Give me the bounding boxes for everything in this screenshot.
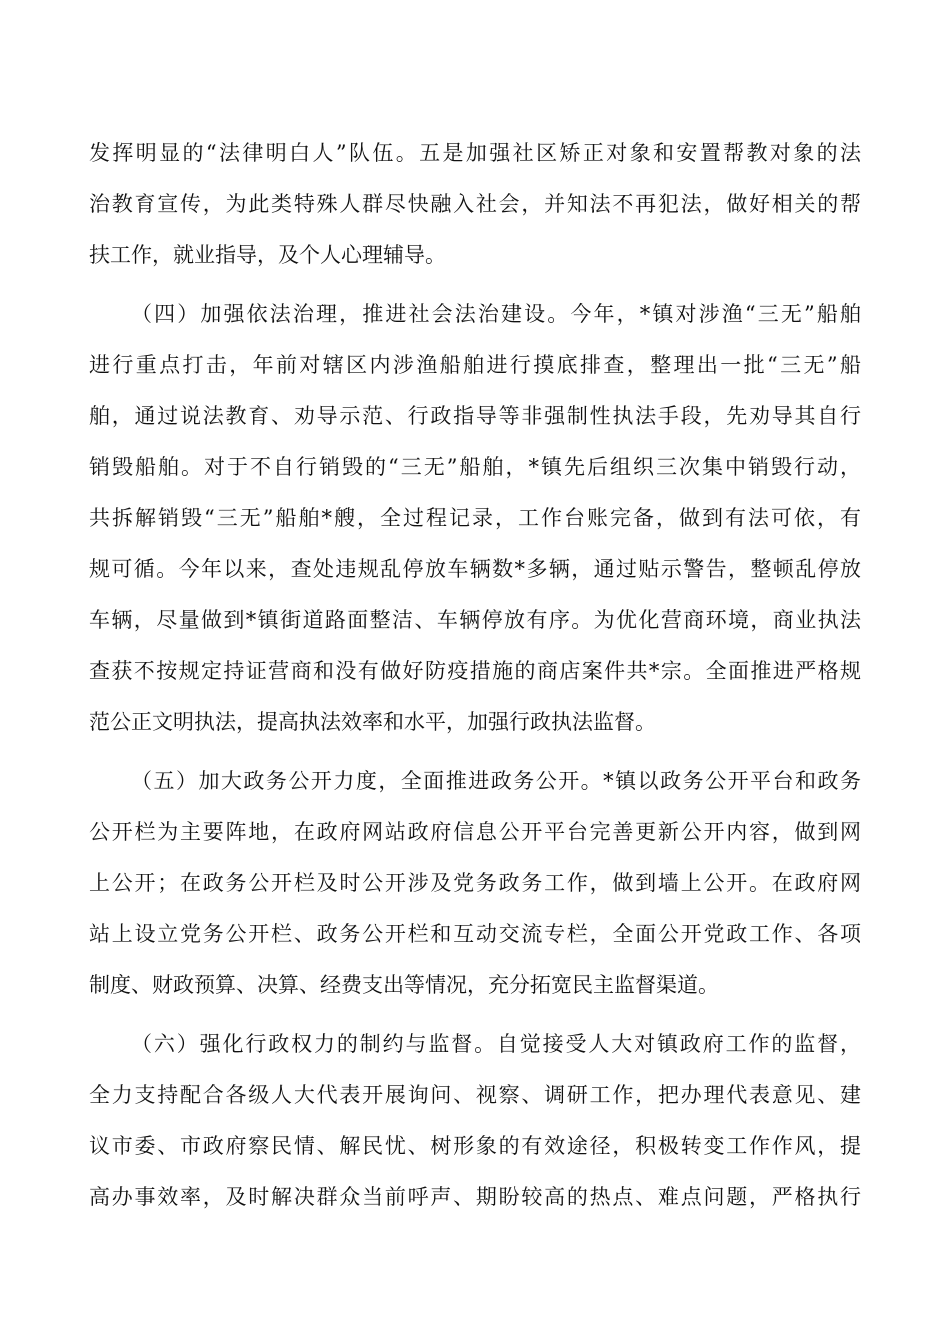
text-line: 治教育宣传，为此类特殊人群尽快融入社会，并知法不再犯法，做好相关的帮 [89,192,861,216]
text-line: 发挥明显的“法律明白人”队伍。五是加强社区矫正对象和安置帮教对象的法 [89,141,861,165]
text-line: 扶工作，就业指导，及个人心理辅导。 [89,243,446,267]
text-line: 议市委、市政府察民情、解民忧、树形象的有效途径，积极转变工作作风，提 [89,1134,861,1158]
text-line: 制度、财政预算、决算、经费支出等情况，充分拓宽民主监督渠道。 [89,973,719,997]
paragraph-1 [89,128,861,281]
text-line: 舶，通过说法教育、劝导示范、行政指导等非强制性执法手段，先劝导其自行 [89,404,861,428]
document-body [89,128,861,1231]
text-line: 公开栏为主要阵地，在政府网站政府信息公开平台完善更新公开内容，做到网 [89,820,861,844]
text-line: 全力支持配合各级人大代表开展询问、视察、调研工作，把办理代表意见、建 [89,1083,861,1107]
text-line: 共拆解销毁“三无”船舶*艘，全过程记录，工作台账完备，做到有法可依，有 [89,506,861,530]
text-line: （四）加强依法治理，推进社会法治建设。今年，*镇对涉渔“三无”船舶 [131,302,861,326]
text-line: 进行重点打击，年前对辖区内涉渔船舶进行摸底排查，整理出一批“三无”船 [89,353,861,377]
paragraph-2 [89,289,861,748]
text-line: 车辆，尽量做到*镇街道路面整洁、车辆停放有序。为优化营商环境，商业执法 [89,608,861,632]
text-line: 规可循。今年以来，查处违规乱停放车辆数*多辆，通过贴示警告，整顿乱停放 [89,557,861,581]
text-line: 高办事效率，及时解决群众当前呼声、期盼较高的热点、难点问题，严格执行 [89,1185,861,1209]
text-line: 范公正文明执法，提高执法效率和水平，加强行政执法监督。 [89,710,656,734]
text-line: 上公开；在政务公开栏及时公开涉及党务政务工作，做到墙上公开。在政府网 [89,871,861,895]
paragraph-3 [89,756,861,1011]
text-line: （五）加大政务公开力度，全面推进政务公开。*镇以政务公开平台和政务 [131,769,861,793]
text-line: 查获不按规定持证营商和没有做好防疫措施的商店案件共*宗。全面推进严格规 [89,659,861,683]
text-line: 销毁船舶。对于不自行销毁的“三无”船舶，*镇先后组织三次集中销毁行动， [89,455,861,479]
text-line: 站上设立党务公开栏、政务公开栏和互动交流专栏，全面公开党政工作、各项 [89,922,861,946]
text-line: （六）强化行政权力的制约与监督。自觉接受人大对镇政府工作的监督， [131,1032,861,1056]
paragraph-4 [89,1019,861,1223]
